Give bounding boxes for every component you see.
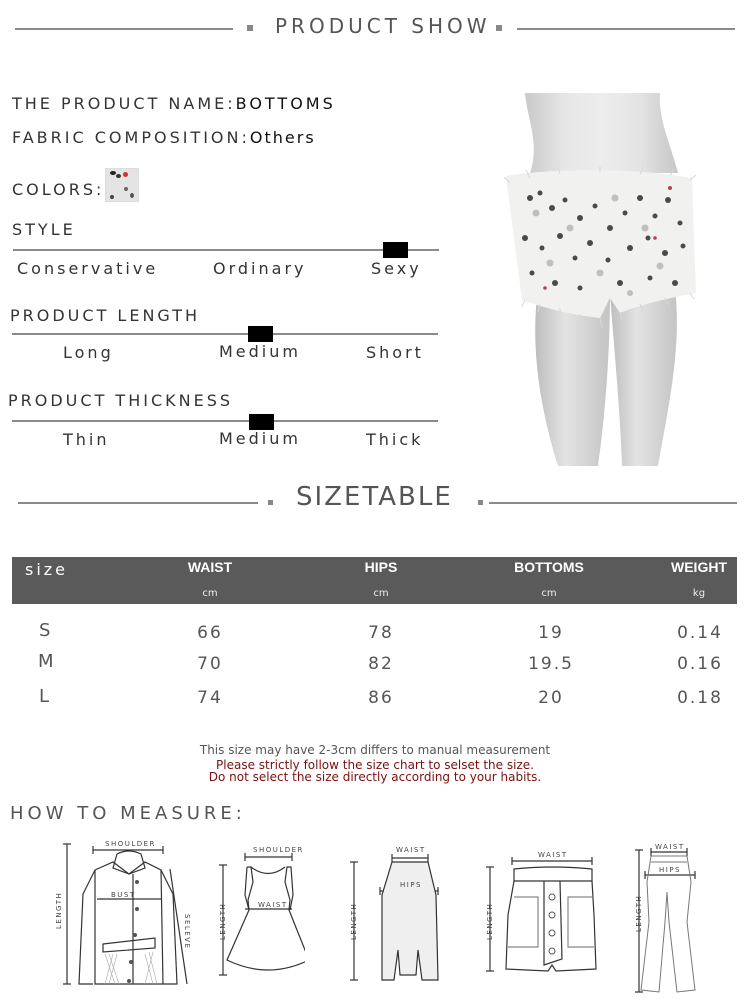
- cell-size: M: [38, 651, 54, 672]
- how-to-measure-title: HOW TO MEASURE:: [10, 803, 246, 824]
- divider-dot: [478, 500, 483, 505]
- colors-label: COLORS:: [12, 180, 105, 199]
- measurement-note: This size may have 2-3cm differs to manual measurement: [199, 743, 551, 757]
- scale-option: Medium: [219, 429, 301, 448]
- dress-diagram: [215, 840, 305, 985]
- label-waist: WAIST: [396, 846, 426, 854]
- scale-option: Thick: [366, 430, 424, 449]
- jacket-diagram: [45, 834, 205, 994]
- scale-option: Thin: [63, 430, 110, 449]
- cell-bottoms: 20: [538, 688, 564, 708]
- cell-hips: 82: [368, 654, 394, 674]
- label-bust: BUST: [111, 891, 136, 899]
- section-title: SIZETABLE: [296, 482, 453, 512]
- cell-hips: 86: [368, 688, 394, 708]
- warning-note-2: Do not select the size directly according to your habits.: [208, 770, 542, 784]
- scale-option: Medium: [219, 342, 301, 361]
- scale-option: Ordinary: [213, 259, 307, 278]
- label-length: LENGTH: [219, 902, 227, 940]
- label-length: LENGTH: [635, 894, 643, 932]
- label-length: LENGTH: [55, 891, 63, 929]
- section-title: PRODUCT SHOW: [275, 14, 491, 38]
- column-header-weight: WEIGHT: [671, 559, 727, 575]
- cell-weight: 0.16: [677, 654, 723, 674]
- unit-bottoms: cm: [541, 588, 557, 599]
- product-name: [12, 94, 336, 113]
- scale-option: Long: [63, 343, 114, 362]
- color-swatch-white-sequin[interactable]: [105, 168, 139, 202]
- cell-size: L: [39, 686, 50, 707]
- fabric-label: FABRIC COMPOSITION:: [12, 128, 250, 147]
- divider-line: [489, 502, 737, 504]
- scale-title: PRODUCT LENGTH: [10, 306, 201, 325]
- label-shoulder: SHOULDER: [253, 846, 304, 854]
- column-header-hips: HIPS: [364, 559, 398, 575]
- label-waist: WAIST: [655, 843, 685, 851]
- fabric-value: Others: [249, 128, 316, 147]
- scale-marker: [248, 326, 273, 342]
- divider-dot: [496, 25, 502, 31]
- unit-weight: kg: [692, 588, 706, 599]
- scale-marker: [383, 242, 408, 258]
- divider-line: [18, 502, 258, 504]
- cell-waist: 66: [197, 623, 223, 643]
- scale-marker: [249, 414, 274, 430]
- column-header-waist: WAIST: [187, 559, 233, 575]
- table-header: [12, 557, 737, 604]
- divider-line: [517, 28, 735, 30]
- label-waist: WAIST: [258, 901, 288, 909]
- scale-option: Sexy: [371, 259, 422, 278]
- unit-waist: cm: [202, 588, 218, 599]
- mannequin-shorts-illustration: [470, 88, 750, 468]
- shorts-diagram: [478, 845, 603, 975]
- cell-bottoms: 19.5: [528, 654, 574, 674]
- cell-waist: 70: [197, 654, 223, 674]
- label-length: LENGTH: [350, 902, 358, 940]
- unit-hips: cm: [373, 588, 389, 599]
- cell-waist: 74: [197, 688, 223, 708]
- fabric-composition: [12, 128, 316, 147]
- label-waist: WAIST: [538, 851, 568, 859]
- column-header-size: size: [25, 560, 69, 579]
- warning-note-1: Please strictly follow the size chart to selset the size.: [216, 758, 534, 772]
- pants-diagram: [625, 842, 725, 997]
- product-name-label: THE PRODUCT NAME:: [12, 94, 236, 113]
- skirt-diagram: [340, 840, 440, 985]
- scale-track: [12, 420, 438, 422]
- cell-bottoms: 19: [538, 623, 564, 643]
- scale-option: Short: [366, 343, 424, 362]
- divider-dot: [268, 500, 273, 505]
- label-sleeve: SELEVE: [183, 914, 191, 950]
- product-image: [470, 88, 750, 468]
- divider-line: [15, 28, 233, 30]
- scale-track: [12, 333, 438, 335]
- scale-option: Conservative: [17, 259, 159, 278]
- label-shoulder: SHOULDER: [105, 840, 156, 848]
- product-name-value: BOTTOMS: [235, 94, 336, 113]
- label-length: LENGTH: [486, 902, 494, 940]
- label-hips: HIPS: [400, 881, 422, 889]
- column-header-bottoms: BOTTOMS: [514, 559, 584, 575]
- label-hips: HIPS: [659, 866, 681, 874]
- cell-weight: 0.14: [677, 623, 723, 643]
- scale-track: [13, 249, 439, 251]
- divider-dot: [247, 25, 253, 31]
- cell-weight: 0.18: [677, 688, 723, 708]
- scale-title: STYLE: [12, 220, 76, 239]
- cell-size: S: [39, 620, 51, 641]
- scale-title: PRODUCT THICKNESS: [8, 391, 233, 410]
- cell-hips: 78: [368, 623, 394, 643]
